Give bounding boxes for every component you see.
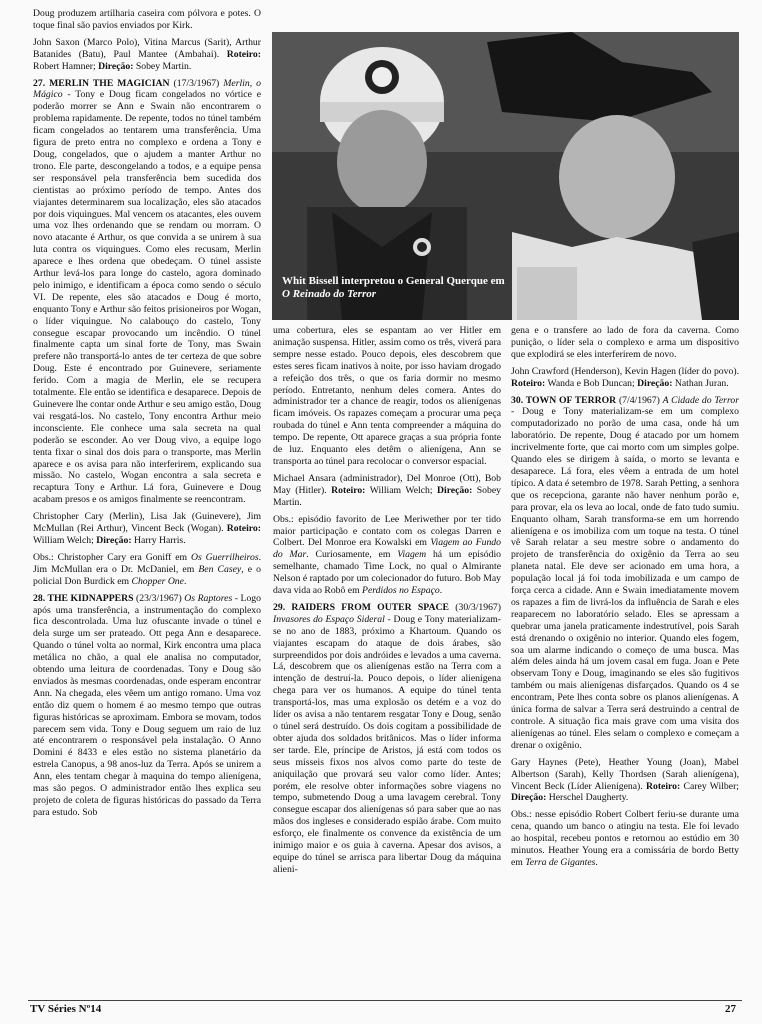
obs-text: Obs.: nesse episódio Robert Colbert feriu-se durante uma cena, quando um banco o atingiu na testa. Ele foi levado ao hospital, recebeu pontos e retornou ao estúdio em 30 minutos. Heather Young era a comissária de bordo Betty em bbox=[511, 809, 739, 868]
episode-text: - Doug e Tony materializam-se no ano de 1883, próximo a Khartoum. Quando os viajantes escapam do ataque de dois árabes, são surpreendidos por dois andróides e levados a uma caverna. Lá, descobrem que os alienígenas estão na Terra com a intenção de destruí-la. Pouco depois, o líder alienígena chega para ver os humanos. A equipe do túnel tenta transportá-los, mas uma explosão os detém e a voz do líder os avisa a não tentarem resgatar Tony e Doug, senão o túnel será destruído. Os dois cogitam a possibilidade de obter ajuda dos soldados britânicos. Mas o líder informa ser tarde. Ele, príncipe de Aristos, já está com todos os seus mísseis fixos nos alvos como parte do teste de aniquilação que provará seu valor como líder. Antes; porém, ele resolve obter informações sobre viagens no tempo, submetendo Doug a uma lavagem cerebral. Tony consegue escapar dos alienígenas só para saber que ao nas mãos dos ingleses e considerado espião árabe. Com muito esforço, ele finalmente os convence da existência de um inimigo maior e os guia à caverna. Apesar dos avisos, a equipe do túnel se arrisca para libertar Doug da máquina alieni- bbox=[273, 613, 501, 875]
credits-paragraph bbox=[273, 473, 501, 509]
magazine-name: TV Séries Nº14 bbox=[30, 1003, 102, 1015]
episode-28 bbox=[33, 593, 261, 819]
episode-title: A Cidade do Terror bbox=[662, 394, 739, 406]
direcao-value: Nathan Juran. bbox=[672, 377, 729, 389]
obs-title: Ben Casey bbox=[198, 563, 242, 575]
roteiro-label: Roteiro: bbox=[226, 48, 261, 60]
roteiro-label: Roteiro: bbox=[511, 377, 546, 389]
obs-text: . Jim McMullan era o Dr. McDaniel, em bbox=[33, 551, 261, 575]
episode-heading: 27. MERLIN THE MAGICIAN bbox=[33, 77, 170, 89]
roteiro-label: Roteiro: bbox=[331, 484, 366, 496]
episode-30 bbox=[511, 395, 739, 752]
episode-text: - Tony e Doug ficam congelados no vórtice e poderão morrer se Ann e Swain não encontrarem o problema rapidamente. De repente, todos no túnel também ficam congelados ao tentarem uma transferência. Uma figura de preto entra no complexo e ordena a Tony e Doug, congelados, que o ajudem a manter Arthur no trono. Ele parte, descongelando a todos, e a equipe pensa ser responsável pela transferência bem sucedida dos cientistas ao próximo período de tempo. Antes dos viajantes determinarem sua localização, eles são atacados por dois viquingues. Mal vencem os atacantes, eles ouvem uma voz lhes ordenando que se rendam ou morram. O novo atacante é Arthur, os que convida a se unirem à sua luta contra os viquingues. Como eles recusam, Merlin aparece e lhes ordena que obedeçam. O túnel assiste Arthur levá-los para longe do castelo, agora dominado pelo inimigo, e identificam a época como sendo o século VI. De repente, eles são atacados e Doug é morto, enquanto Tony e Arthur são feitos prisioneiros por Wogan, o líder viquingue. No calabouço do castelo, Tony consegue escapar provocando um incêndio. O túnel finalmente capta um sinal forte de Tony, mas Swain prefere não transportá-lo antes de ter certeza de que sobre Doug. Este é encontrado por Guinevere, seriamente ferido. Com a magia de Merlin, ele se recupera totalmente. Ele então se identifica e desaparece. Depois de Guinevere lhe contar onde Arthur e seu amigo estão, Doug vai resgatá-los. No castelo, Tony encontra Arthur meio inconsciente. Ele conhece uma sala secreta na qual poderão se esconder. Ao ver Doug vivo, a equipe logo tenta fixar o sinal dos dois para o transporte, mas Merlin aparece e os avisa para não interferirem, explicando sua missão. No castelo, Wogan encontra a sala secreta e recaptura Tony e Arthur. Lá fora, Guinevere e Doug acabam presos e os amigos finalmente se reencontram. bbox=[33, 89, 261, 506]
direcao-label: Direção: bbox=[637, 377, 673, 389]
episode-date: (17/3/1967) bbox=[169, 77, 224, 89]
obs-text: . bbox=[439, 585, 443, 597]
credits-paragraph bbox=[511, 366, 739, 390]
caption-text: Whit Bissell interpretou o General Querque em bbox=[282, 275, 505, 287]
direcao-label: Direção: bbox=[98, 60, 134, 72]
obs-text: Obs.: Christopher Cary era Goniff em bbox=[33, 551, 191, 563]
episode-text: - Doug e Tony materializam-se em um complexo computadorizado no porão de uma casa, onde há um laboratório. De repente, Doug é atacado por um homem incrivelmente forte, que cai morto com um simples golpe. Quando eles se dirigem à saída, o morto se levanta e desaparece. Lá fora, eles vêem a entrada de um hotel típico. A data é setembro de 1978. Sarah Petting, a senhora que os recepciona, garante não haver nenhum porão e, para provar, ela os leva ao local, onde de fato tudo sumiu. Enquanto olham, Sarah transforma-se em um horrendo alienígena e os imobiliza com um toque na testa. O túnel vê Sarah relatar a seu mestre sobre o andamento do projeto de transferência do oxigênio da Terra ao seu planeta natal. Ele deve ser acionado em uma hora, a população local já foi toda imobilizada e um campo de força cerca a cidade. Ann e Swain imediatamente movem os rapazes a fim de livrá-los da influência de Sarah e eles reaparecem no laboratório selado. Eles se apressam a quebrar uma janela praticamente indestrutível, pois Sarah está drenando o oxigênio no interior. Quando eles fogem, soa um alarme indicando o começo de uma busca. Mas além deles ainda há um jovem casal em fuga. Joan e Pete observam Tony e Doug, imaginando se eles são fugitivos também ou mais alienígenas disfarçados. Quando os 4 se encontram, Pete lhes conta sobre os planos alienígenas. A única forma de salvar a Terra será destruindo a central de controle. A situação fica mais grave com uma visita dos alienígenas ao túnel. Eles selam o complexo e começam a drenar o oxigênio. bbox=[511, 406, 739, 751]
page-number: 27 bbox=[725, 1003, 736, 1015]
episode-29 bbox=[273, 602, 501, 876]
roteiro-value: Carey Wilber; bbox=[680, 780, 739, 792]
obs-title: Terra de Gigantes bbox=[525, 856, 596, 868]
obs-text: Obs.: episódio favorito de Lee Meriwether por ter tido maior participação e contato com os colegas Darren e Colbert. Del Monroe era Kowalski em bbox=[273, 513, 501, 549]
episode-title: Merlin, o Mágico bbox=[33, 77, 261, 101]
credits-paragraph bbox=[511, 757, 739, 805]
obs-text: . bbox=[183, 575, 187, 587]
episode-title: Invasores do Espaço Sideral bbox=[273, 613, 385, 625]
column-2 bbox=[273, 325, 501, 997]
direcao-label: Direção: bbox=[511, 792, 547, 804]
column-1 bbox=[33, 8, 261, 996]
photo bbox=[272, 32, 739, 320]
roteiro-label: Roteiro: bbox=[645, 780, 681, 792]
obs-title: Perdidos no Espaço bbox=[362, 585, 440, 597]
obs-text: há um episódio semelhante, chamado Time Lock, no qual o Almirante Nelson é raptado por um colecionador do futuro. Bob May dava vida ao Robô em bbox=[273, 549, 501, 597]
episode-27 bbox=[33, 78, 261, 507]
credits-paragraph bbox=[33, 37, 261, 73]
credits-text: Michael Ansara (administrador), Del Monroe (Ott), Bob May (Hitler). bbox=[273, 472, 501, 496]
credits-text: Gary Haynes (Pete), Heather Young (Joan), Mabel Albertson (Sarah), Kelly Thordsen (Sarah alienígena), Vincent Beck (Líder Alienígena). bbox=[511, 756, 739, 792]
direcao-value: Harry Harris. bbox=[131, 534, 186, 546]
paragraph: Doug produzem artilharia caseira com pólvora e potes. O toque final são pavios enviados por Kirk. bbox=[33, 8, 261, 31]
direcao-label: Direção: bbox=[437, 484, 473, 496]
episode-date: (7/4/1967) bbox=[616, 394, 663, 406]
episode-date: (30/3/1967) bbox=[448, 601, 501, 613]
obs-paragraph bbox=[273, 514, 501, 597]
obs-text: . bbox=[595, 856, 598, 868]
direcao-value: Herschel Daugherty. bbox=[546, 792, 629, 804]
obs-text: , e o policial Don Burdick em bbox=[33, 563, 261, 587]
obs-text: . Curiosamente, em bbox=[306, 549, 398, 561]
roteiro-value: William Welch; bbox=[33, 534, 97, 546]
direcao-value: Sobey Martin. bbox=[133, 60, 192, 72]
episode-title: Os Raptores bbox=[184, 592, 233, 604]
episode-date: (23/3/1967) bbox=[133, 592, 185, 604]
obs-paragraph bbox=[33, 552, 261, 588]
credits-text: Christopher Cary (Merlin), Lisa Jak (Guinevere), Jim McMullan (Rei Arthur), Vincent Beck (Wogan). bbox=[33, 511, 261, 535]
roteiro-value: Robert Hamner; bbox=[33, 60, 99, 72]
episode-heading: 29. RAIDERS FROM OUTER SPACE bbox=[273, 601, 449, 613]
column-3 bbox=[511, 325, 739, 997]
direcao-label: Direção: bbox=[96, 534, 132, 546]
obs-title: Viagem bbox=[397, 549, 427, 561]
episode-heading: 30. TOWN OF TERROR bbox=[511, 394, 617, 406]
obs-title: Os Guerrilheiros bbox=[191, 551, 259, 563]
obs-title: Chopper One bbox=[131, 575, 184, 587]
footer-rule bbox=[28, 1000, 742, 1001]
episode-text: - Logo após uma transferência, a instrumentação do complexo fica descontrolada. Uma luz ofuscante invade o túnel e dela surge um ser prateado. Ott pega Ann e desaparece. Quando o túnel volta ao normal, Kirk encontra uma placa metálica no chão, a qual ele analisa no computador, obtendo uma leitura de coordenadas. Tony e Doug são enviados às mesmas coordenadas, onde esperam encontrar Ann. Na chegada, eles vêem um antigo romano. Uma voz então diz quem o homem é ao mesmo tempo que outras figuras históricas se aproximam. Embora se movam, todos parecem sem vida. Tony e Doug seguem um raio de luz até encontrarem o responsável pela instalação. O Anno Domini é 8433 e eles estão no sistema planetário da estrela Canopus, a 98 anos-luz da Terra. Após se unirem a Ann, eles tentam chegar à maquina do tempo alienígena, mas são pegos. O administrador então lhes explica seu projeto de coleta de figuras históricas do passado da Terra para estudo. Sob bbox=[33, 592, 261, 818]
paragraph: gena e o transfere ao lado de fora da caverna. Como punição, o líder sela o complexo e arma um dispositivo que explodirá se eles interferirem de novo. bbox=[511, 325, 739, 360]
roteiro-value: Wanda e Bob Duncan; bbox=[545, 377, 638, 389]
roteiro-value: William Welch; bbox=[365, 484, 437, 496]
credits-text: John Crawford (Henderson), Kevin Hagen (líder do povo). bbox=[511, 365, 739, 377]
paragraph: uma cobertura, eles se espantam ao ver Hitler em animação suspensa. Hitler, assim como os três, viverá para sempre nesse estado. Pouco depois, eles descobrem que estes seres ficam inativos à noite, por isso haviam drogado a refeição dos três, o que os faria dormir no mesmo período. Entretanto, nenhum deles comera. Antes do administrador ter a chance de reagir, todos os alienígenas ficam imóveis. Os rapazes começam a procurar uma peça roubada do túnel e Ann tenta compreender a máquina do tempo. De repente, Ott aparece graças a sua própria fonte de luz. Enquanto eles detêm o alienígena, Ann se transporta ao túnel para recolocar o conversor espacial. bbox=[273, 325, 501, 467]
credits-paragraph bbox=[33, 511, 261, 547]
episode-heading: 28. THE KIDNAPPERS bbox=[33, 592, 134, 604]
photo-caption bbox=[282, 275, 512, 301]
direcao-value: Sobey Martin. bbox=[273, 484, 501, 508]
caption-title: O Reinado do Terror bbox=[282, 288, 377, 300]
roteiro-label: Roteiro: bbox=[226, 523, 261, 535]
obs-paragraph bbox=[511, 809, 739, 869]
obs-title: Viagem ao Fundo do Mar bbox=[273, 537, 501, 561]
credits-text: John Saxon (Marco Polo), Vitina Marcus (Sarit), Arthur Batanides (Batu), Paul Mantee (Ambahai). bbox=[33, 36, 261, 60]
